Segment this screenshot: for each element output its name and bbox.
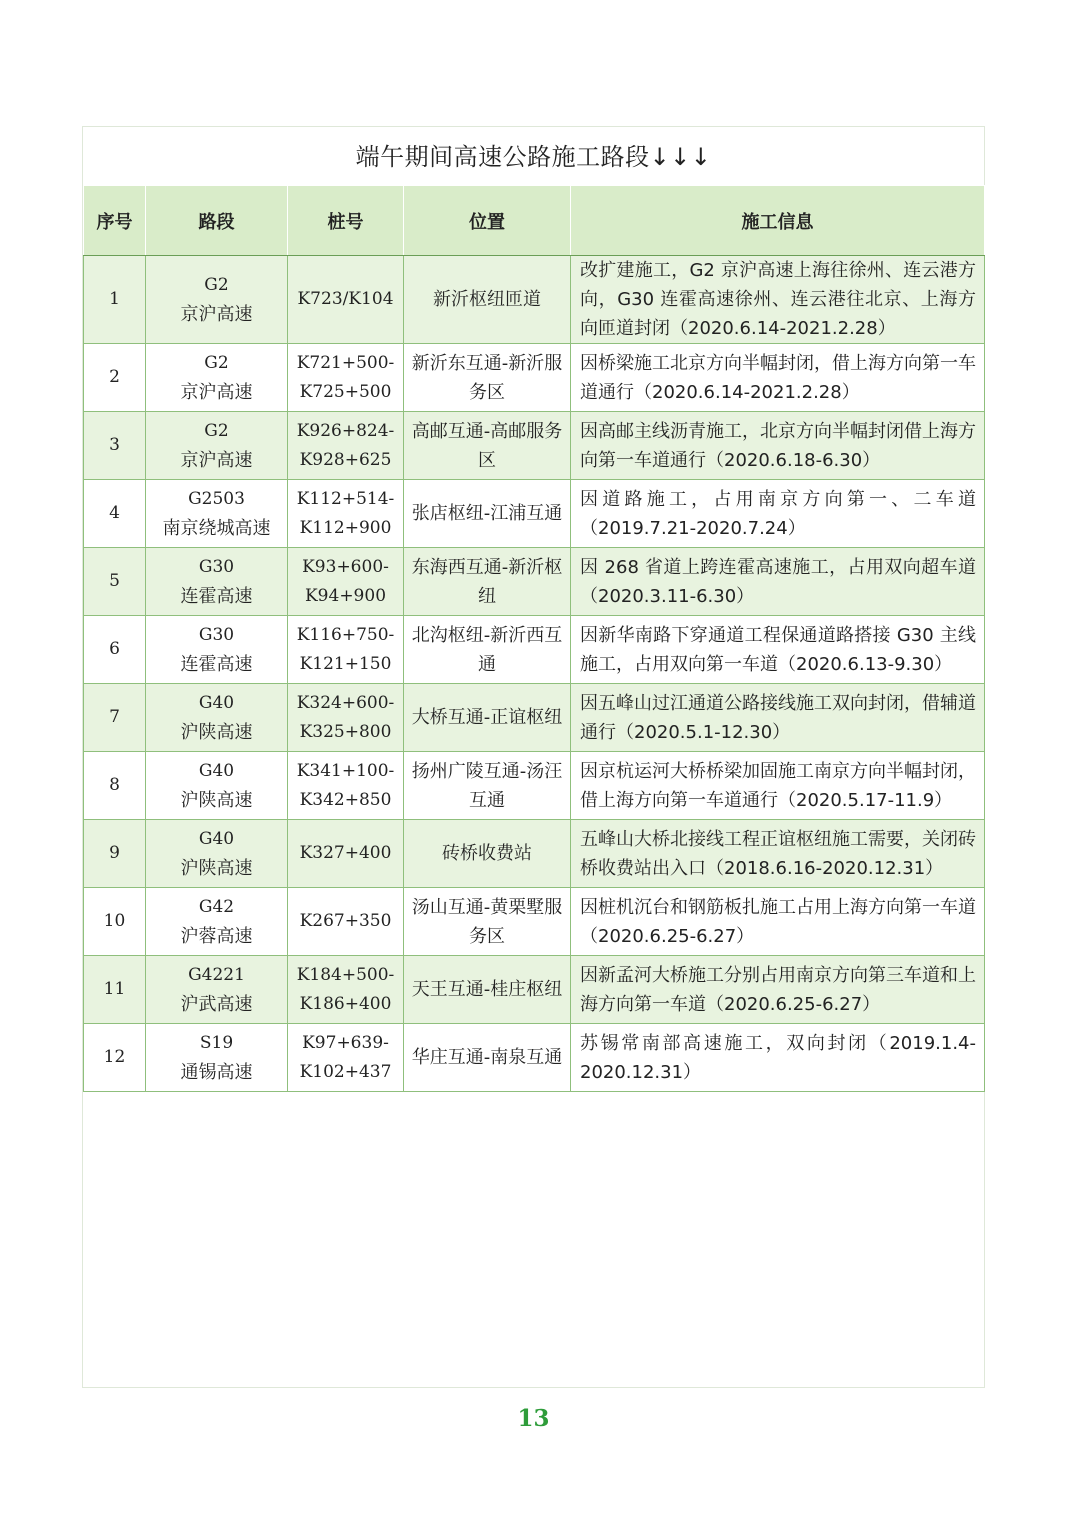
- row-index: 8: [84, 752, 146, 820]
- page-number: 13: [517, 1405, 550, 1432]
- row-index: 6: [84, 616, 146, 684]
- row-info: 因五峰山过江通道公路接线施工双向封闭，借辅道通行（2020.5.1-12.30）: [571, 684, 985, 752]
- header-index: 序号: [84, 186, 146, 256]
- row-info: 因高邮主线沥青施工，北京方向半幅封闭借上海方向第一车道通行（2020.6.18-6.30）: [571, 412, 985, 480]
- row-index: 7: [84, 684, 146, 752]
- table-row: [84, 684, 985, 752]
- row-info: 苏锡常南部高速施工，双向封闭（2019.1.4-2020.12.31）: [571, 1024, 985, 1092]
- road-name: 沪陕高速: [180, 857, 253, 879]
- road-name: 连霍高速: [180, 653, 253, 675]
- road-code: G4221: [188, 964, 245, 985]
- table-row: [84, 616, 985, 684]
- header-stake: 桩号: [288, 186, 404, 256]
- row-stake: K97+639-K102+437: [288, 1024, 404, 1092]
- road-code: G30: [198, 624, 235, 645]
- row-stake: K341+100-K342+850: [288, 752, 404, 820]
- row-location: 新沂东互通-新沂服务区: [404, 344, 571, 412]
- table-row: [84, 956, 985, 1024]
- road-code: G30: [198, 556, 235, 577]
- row-road: [146, 344, 288, 412]
- road-code: G2: [204, 352, 229, 373]
- road-code: G40: [198, 692, 235, 713]
- row-location: 东海西互通-新沂枢纽: [404, 548, 571, 616]
- row-info: 五峰山大桥北接线工程正谊枢纽施工需要，关闭砖桥收费站出入口（2018.6.16-2020.12.31）: [571, 820, 985, 888]
- row-road: [146, 480, 288, 548]
- row-index: 1: [84, 256, 146, 344]
- road-code: G42: [198, 896, 235, 917]
- row-location: 汤山互通-黄栗墅服务区: [404, 888, 571, 956]
- row-stake: K926+824-K928+625: [288, 412, 404, 480]
- row-road: [146, 684, 288, 752]
- table-row: [84, 888, 985, 956]
- row-stake: K324+600-K325+800: [288, 684, 404, 752]
- row-stake: K327+400: [288, 820, 404, 888]
- row-info: 因道路施工，占用南京方向第一、二车道（2019.7.21-2020.7.24）: [571, 480, 985, 548]
- row-location: 新沂枢纽匝道: [404, 256, 571, 344]
- row-stake: K93+600-K94+900: [288, 548, 404, 616]
- road-name: 南京绕城高速: [162, 517, 271, 539]
- table-row: [84, 1024, 985, 1092]
- row-index: 2: [84, 344, 146, 412]
- row-road: [146, 616, 288, 684]
- table-row: [84, 480, 985, 548]
- table-row: [84, 752, 985, 820]
- row-info: 因新孟河大桥施工分别占用南京方向第三车道和上海方向第一车道（2020.6.25-6.27）: [571, 956, 985, 1024]
- road-code: G2: [204, 274, 229, 295]
- road-code: G40: [198, 828, 235, 849]
- table-row: [84, 344, 985, 412]
- row-index: 11: [84, 956, 146, 1024]
- page-title: 端午期间高速公路施工路段↓↓↓: [355, 143, 712, 171]
- row-index: 10: [84, 888, 146, 956]
- row-info: 因 268 省道上跨连霍高速施工，占用双向超车道（2020.3.11-6.30）: [571, 548, 985, 616]
- road-code: S19: [199, 1032, 234, 1053]
- row-index: 9: [84, 820, 146, 888]
- table-row: [84, 548, 985, 616]
- row-road: [146, 956, 288, 1024]
- road-name: 连霍高速: [180, 585, 253, 607]
- header-road: 路段: [146, 186, 288, 256]
- road-name: 通锡高速: [180, 1061, 253, 1083]
- road-code: G2503: [188, 488, 245, 509]
- road-name: 沪蓉高速: [180, 925, 253, 947]
- road-name: 沪陕高速: [180, 721, 253, 743]
- road-name: 沪武高速: [180, 993, 253, 1015]
- row-road: [146, 820, 288, 888]
- row-location: 扬州广陵互通-汤汪互通: [404, 752, 571, 820]
- row-info: 因桥梁施工北京方向半幅封闭，借上海方向第一车道通行（2020.6.14-2021.2.28）: [571, 344, 985, 412]
- road-code: G2: [204, 420, 229, 441]
- row-location: 高邮互通-高邮服务区: [404, 412, 571, 480]
- road-name: 沪陕高速: [180, 789, 253, 811]
- construction-table: [83, 185, 985, 1092]
- header-location: 位置: [404, 186, 571, 256]
- row-stake: K184+500-K186+400: [288, 956, 404, 1024]
- row-info: 因京杭运河大桥桥梁加固施工南京方向半幅封闭，借上海方向第一车道通行（2020.5.17-11.9）: [571, 752, 985, 820]
- row-index: 4: [84, 480, 146, 548]
- row-road: [146, 256, 288, 344]
- road-name: 京沪高速: [180, 449, 253, 471]
- row-stake: K721+500-K725+500: [288, 344, 404, 412]
- row-stake: K723/K104: [288, 256, 404, 344]
- row-road: [146, 888, 288, 956]
- row-stake: K116+750-K121+150: [288, 616, 404, 684]
- row-location: 砖桥收费站: [404, 820, 571, 888]
- row-road: [146, 1024, 288, 1092]
- row-road: [146, 752, 288, 820]
- row-stake: K112+514-K112+900: [288, 480, 404, 548]
- row-stake: K267+350: [288, 888, 404, 956]
- row-location: 华庄互通-南泉互通: [404, 1024, 571, 1092]
- row-info: 因桩机沉台和钢筋板扎施工占用上海方向第一车道（2020.6.25-6.27）: [571, 888, 985, 956]
- row-index: 5: [84, 548, 146, 616]
- row-index: 12: [84, 1024, 146, 1092]
- table-row: [84, 412, 985, 480]
- header-info: 施工信息: [571, 186, 985, 256]
- row-index: 3: [84, 412, 146, 480]
- table-body: [84, 256, 985, 1092]
- table-header-row: [84, 186, 985, 256]
- road-name: 京沪高速: [180, 303, 253, 325]
- row-location: 张店枢纽-江浦互通: [404, 480, 571, 548]
- table-row: [84, 256, 985, 344]
- row-road: [146, 412, 288, 480]
- row-location: 北沟枢纽-新沂西互通: [404, 616, 571, 684]
- row-location: 天王互通-桂庄枢纽: [404, 956, 571, 1024]
- road-name: 京沪高速: [180, 381, 253, 403]
- road-code: G40: [198, 760, 235, 781]
- row-info: 改扩建施工，G2 京沪高速上海往徐州、连云港方向，G30 连霍高速徐州、连云港往北京、上海方向匝道封闭（2020.6.14-2021.2.28）: [571, 256, 985, 344]
- row-road: [146, 548, 288, 616]
- row-location: 大桥互通-正谊枢纽: [404, 684, 571, 752]
- row-info: 因新华南路下穿通道工程保通道路搭接 G30 主线施工，占用双向第一车道（2020.6.13-9.30）: [571, 616, 985, 684]
- table-row: [84, 820, 985, 888]
